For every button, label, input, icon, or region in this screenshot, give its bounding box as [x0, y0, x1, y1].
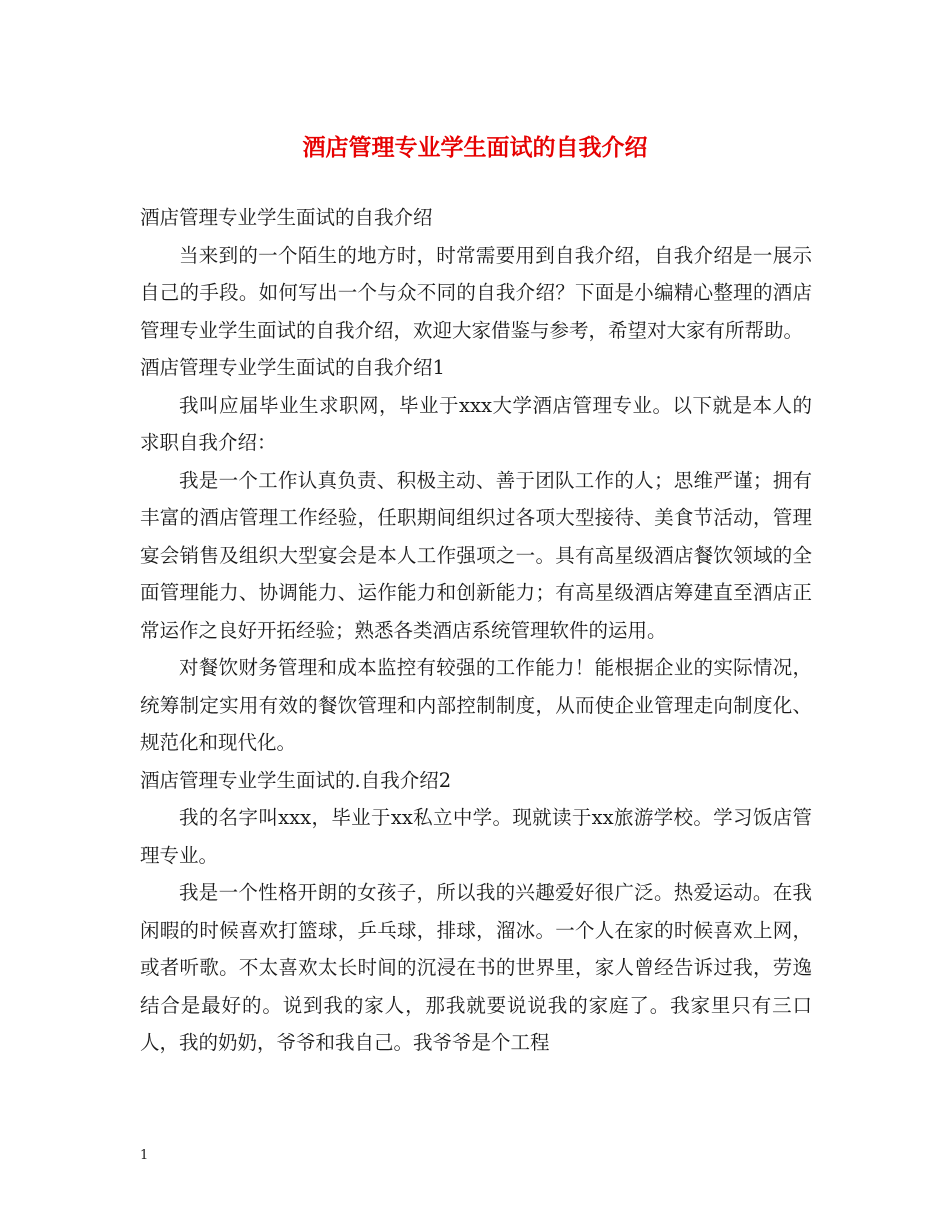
body-paragraph: 我的名字叫xxx，毕业于xx私立中学。现就读于xx旅游学校。学习饭店管理专业。 [140, 806, 812, 867]
body-paragraph: 我叫应届毕业生求职网，毕业于xxx大学酒店管理专业。以下就是本人的求职自我介绍： [140, 393, 812, 454]
body-paragraph: 对餐饮财务管理和成本监控有较强的工作能力！能根据企业的实际情况，统筹制定实用有效的餐饮管理和内部控制制度，从而使企业管理走向制度化、规范化和现代化。 [140, 656, 812, 754]
body-paragraph: 我是一个性格开朗的女孩子，所以我的兴趣爱好很广泛。热爱运动。在我闲暇的时候喜欢打篮球，乒乓球，排球，溜冰。一个人在家的时候喜欢上网，或者听歌。不太喜欢太长时间的沉浸在书的世界里，家人曾经告诉过我，劳逸结合是最好的。说到我的家人，那我就要说说我的家庭了。我家里只有三口人，我的奶奶，爷爷和我自己。我爷爷是个工程 [140, 881, 812, 1054]
section-heading: 酒店管理专业学生面试的自我介绍1 [140, 356, 445, 379]
section-heading: 酒店管理专业学生面试的.自我介绍2 [140, 768, 452, 792]
body-paragraph: 我是一个工作认真负责、积极主动、善于团队工作的人；思维严谨；拥有丰富的酒店管理工作经验，任职期间组织过各项大型接待、美食节活动，管理宴会销售及组织大型宴会是本人工作强项之一。具有高星级酒店餐饮领域的全面管理能力、协调能力、运作能力和创新能力；有高星级酒店筹建直至酒店正常运作之良好开拓经验；熟悉各类酒店系统管理软件的运用。 [140, 468, 812, 642]
body-paragraph: 当来到的一个陌生的地方时，时常需要用到自我介绍，自我介绍是一展示自己的手段。如何写出一个与众不同的自我介绍？下面是小编精心整理的酒店管理专业学生面试的自我介绍，欢迎大家借鉴与参考，希望对大家有所帮助。 [140, 243, 812, 342]
document-body [140, 199, 812, 1062]
section-heading: 酒店管理专业学生面试的自我介绍 [140, 206, 433, 229]
page-number: 1 [140, 1148, 149, 1163]
document-title: 酒店管理专业学生面试的自我介绍 [302, 134, 648, 161]
